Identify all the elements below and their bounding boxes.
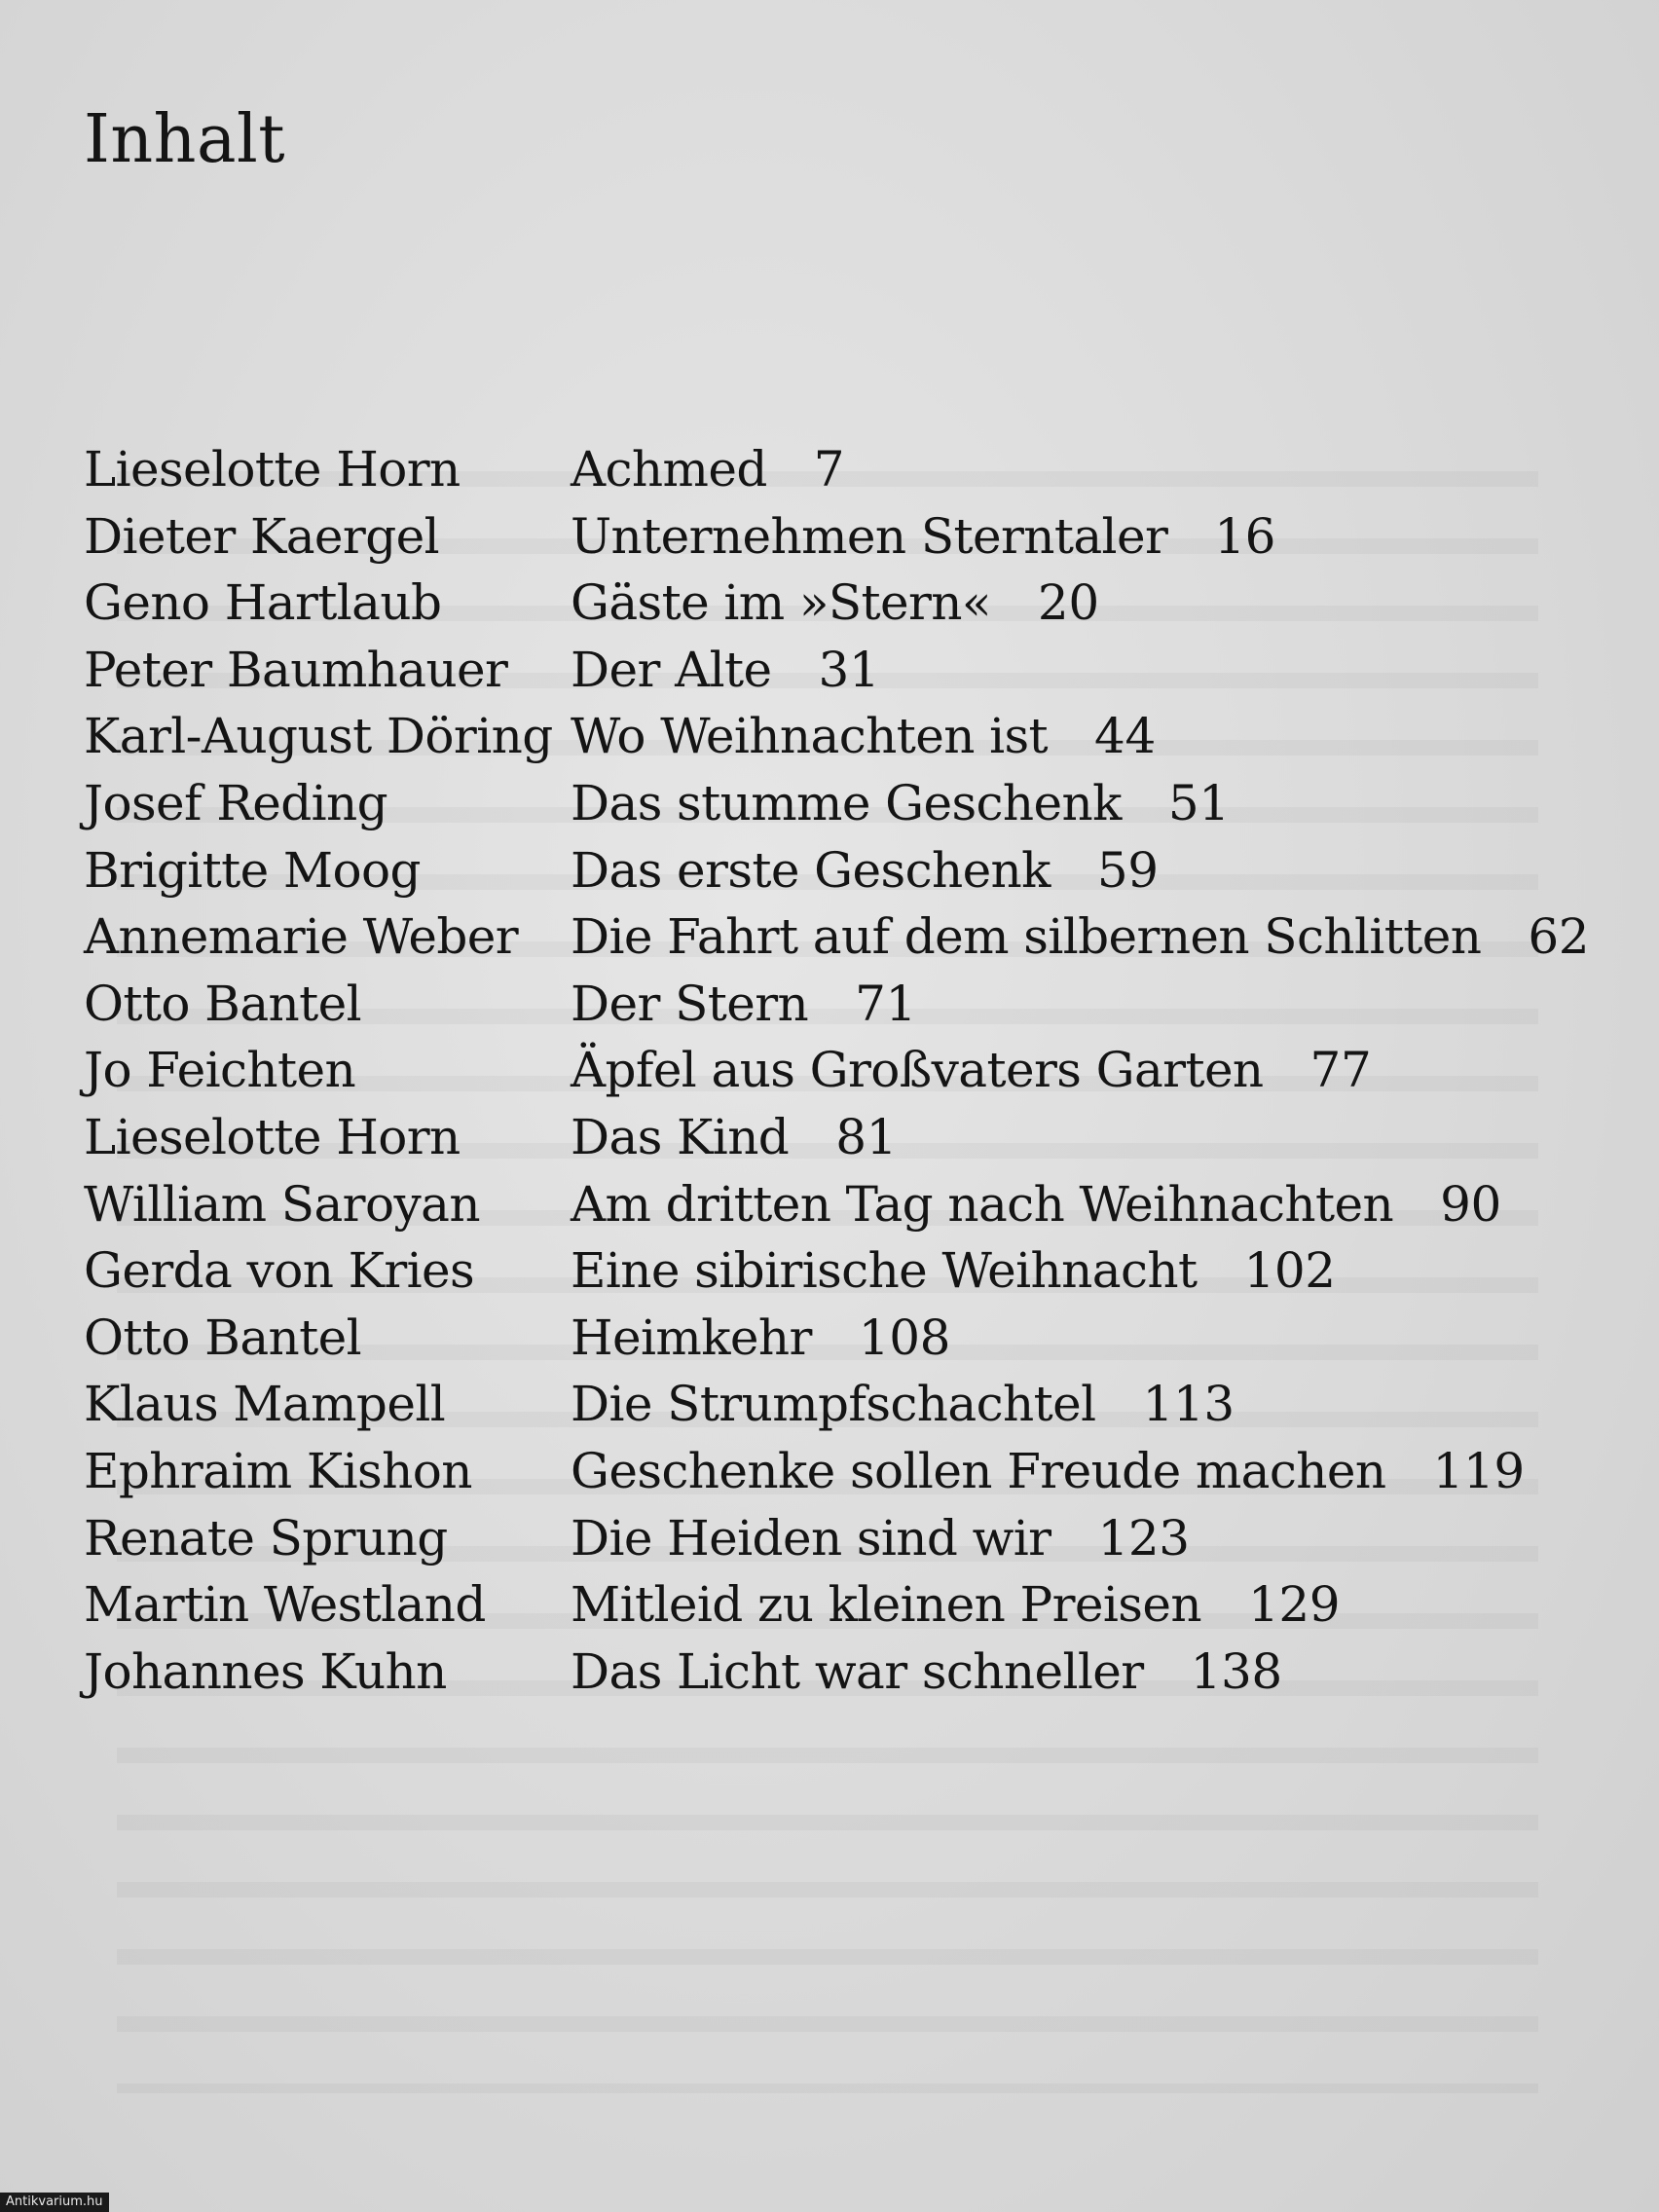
toc-story-title: Mitleid zu kleinen Preisen bbox=[571, 1576, 1201, 1634]
toc-page-number: 113 bbox=[1142, 1376, 1235, 1433]
toc-entry bbox=[84, 637, 1583, 704]
toc-entry bbox=[84, 503, 1583, 571]
toc-story-title: Das Kind bbox=[571, 1108, 790, 1165]
toc-author: Klaus Mampell bbox=[84, 1376, 446, 1433]
toc-author: William Saroyan bbox=[84, 1175, 480, 1233]
toc-author: Peter Baumhauer bbox=[84, 641, 508, 698]
table-of-contents bbox=[84, 436, 1590, 1705]
toc-story-title: Die Fahrt auf dem silbernen Schlitten bbox=[571, 908, 1482, 966]
toc-page-number: 31 bbox=[818, 641, 880, 698]
toc-page-number: 16 bbox=[1214, 507, 1276, 565]
toc-entry bbox=[84, 1639, 1583, 1706]
page-title: Inhalt bbox=[84, 101, 286, 178]
toc-author: Brigitte Moog bbox=[84, 841, 421, 899]
toc-story-title: Am dritten Tag nach Weihnachten bbox=[571, 1175, 1394, 1233]
toc-story-title: Das Licht war schneller bbox=[571, 1642, 1144, 1700]
toc-entry bbox=[84, 703, 1583, 770]
toc-page-number: 44 bbox=[1094, 708, 1156, 765]
toc-page-number: 138 bbox=[1190, 1642, 1282, 1700]
toc-story-title: Die Heiden sind wir bbox=[571, 1509, 1051, 1567]
toc-author: Lieselotte Horn bbox=[84, 1108, 461, 1165]
toc-entry bbox=[84, 1037, 1583, 1104]
toc-story-title: Der Alte bbox=[571, 641, 772, 698]
toc-author: Otto Bantel bbox=[84, 975, 362, 1032]
toc-author: Otto Bantel bbox=[84, 1309, 362, 1366]
toc-page-number: 90 bbox=[1440, 1175, 1501, 1233]
toc-author: Johannes Kuhn bbox=[84, 1642, 447, 1700]
toc-story-title: Der Stern bbox=[571, 975, 809, 1032]
toc-story-title: Das stumme Geschenk bbox=[571, 774, 1122, 831]
toc-page-number: 119 bbox=[1432, 1442, 1525, 1499]
toc-page-number: 123 bbox=[1097, 1509, 1190, 1567]
toc-page-number: 20 bbox=[1037, 574, 1099, 632]
toc-entry bbox=[84, 1171, 1583, 1238]
toc-entry bbox=[84, 1371, 1583, 1438]
toc-entry bbox=[84, 1438, 1583, 1505]
toc-author: Lieselotte Horn bbox=[84, 441, 461, 498]
toc-author: Renate Sprung bbox=[84, 1509, 448, 1567]
toc-author: Ephraim Kishon bbox=[84, 1442, 472, 1499]
toc-page-number: 108 bbox=[858, 1309, 951, 1366]
toc-story-title: Wo Weihnachten ist bbox=[571, 708, 1049, 765]
toc-author: Gerda von Kries bbox=[84, 1242, 475, 1300]
toc-entry bbox=[84, 837, 1583, 904]
toc-author: Martin Westland bbox=[84, 1576, 486, 1634]
toc-story-title: Das erste Geschenk bbox=[571, 841, 1051, 899]
toc-entry bbox=[84, 1305, 1583, 1372]
toc-page-number: 51 bbox=[1167, 774, 1230, 831]
toc-entry bbox=[84, 436, 1583, 503]
toc-entry bbox=[84, 1104, 1583, 1171]
toc-entry bbox=[84, 903, 1590, 971]
toc-entry bbox=[84, 570, 1583, 637]
toc-entry bbox=[84, 770, 1583, 837]
toc-story-title: Unternehmen Sterntaler bbox=[571, 507, 1168, 565]
toc-page-number: 102 bbox=[1243, 1242, 1336, 1300]
toc-page-number: 81 bbox=[835, 1108, 898, 1165]
toc-author: Josef Reding bbox=[84, 774, 388, 831]
toc-page-number: 77 bbox=[1309, 1042, 1372, 1099]
watermark: Antikvarium.hu bbox=[0, 2193, 109, 2212]
toc-entry bbox=[84, 1571, 1583, 1639]
toc-author: Annemarie Weber bbox=[84, 908, 519, 966]
toc-author: Geno Hartlaub bbox=[84, 574, 442, 632]
toc-author: Karl-August Döring bbox=[84, 708, 553, 765]
toc-entry bbox=[84, 971, 1583, 1038]
toc-page-number: 59 bbox=[1096, 841, 1159, 899]
toc-entry bbox=[84, 1505, 1583, 1572]
toc-page-number: 7 bbox=[813, 441, 845, 498]
toc-page-number: 71 bbox=[855, 975, 916, 1032]
toc-entry bbox=[84, 1237, 1583, 1305]
toc-author: Jo Feichten bbox=[84, 1042, 356, 1099]
toc-story-title: Gäste im »Stern« bbox=[571, 574, 991, 632]
toc-author: Dieter Kaergel bbox=[84, 507, 439, 565]
toc-story-title: Achmed bbox=[571, 441, 767, 498]
toc-story-title: Äpfel aus Großvaters Garten bbox=[571, 1042, 1264, 1099]
toc-story-title: Eine sibirische Weihnacht bbox=[571, 1242, 1198, 1300]
toc-story-title: Geschenke sollen Freude machen bbox=[571, 1442, 1386, 1499]
toc-story-title: Heimkehr bbox=[571, 1309, 812, 1366]
toc-page-number: 129 bbox=[1247, 1576, 1341, 1634]
toc-story-title: Die Strumpfschachtel bbox=[571, 1376, 1096, 1433]
toc-page-number: 62 bbox=[1528, 908, 1590, 966]
